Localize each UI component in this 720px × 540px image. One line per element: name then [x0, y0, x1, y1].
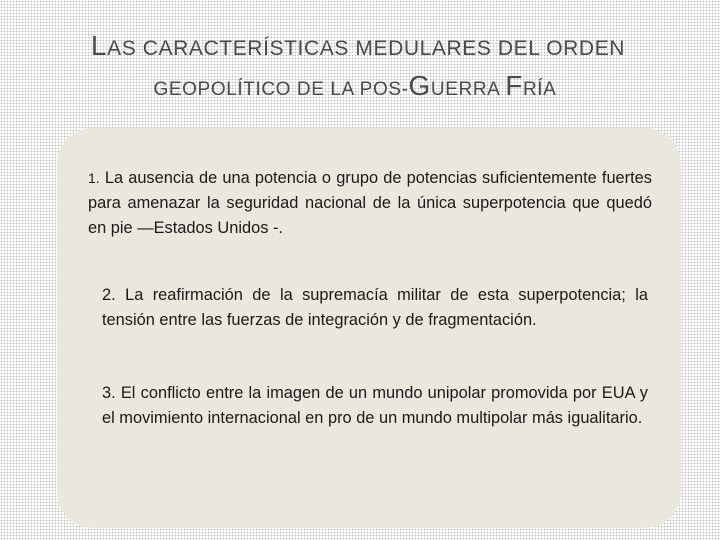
title-initial-l: L [90, 30, 108, 61]
title-line-1-text: AS CARACTERÍSTICAS MEDULARES DEL ORDEN [107, 37, 626, 60]
title-line-1 [0, 28, 720, 67]
title-initial-g: G [408, 70, 431, 101]
slide-title [0, 28, 720, 107]
point-1-text: La ausencia de una potencia o grupo de potencias suficientemente fuertes para amenazar la seguridad nacional de la única superpotencia que quedó en pie —Estados Unidos -. [88, 169, 652, 237]
point-1 [88, 166, 652, 241]
title-line-2-part-1: GEOPOLÍTICO DE LA POS- [153, 79, 409, 100]
point-3: 3. El conflicto entre la imagen de un mundo unipolar promovida por EUA y el movimiento internacional en pro de un mundo multipolar más igualitario. [102, 384, 648, 427]
title-initial-f: F [505, 70, 523, 101]
point-2: 2. La reafirmación de la supremacía militar de esta superpotencia; la tensión entre las fuerzas de integración y de fragmentación. [102, 286, 648, 329]
title-line-2 [0, 69, 720, 107]
title-line-2-part-3: RÍA [522, 79, 557, 100]
point-1-number: 1. [88, 170, 100, 186]
title-line-2-part-2: UERRA [430, 79, 506, 100]
